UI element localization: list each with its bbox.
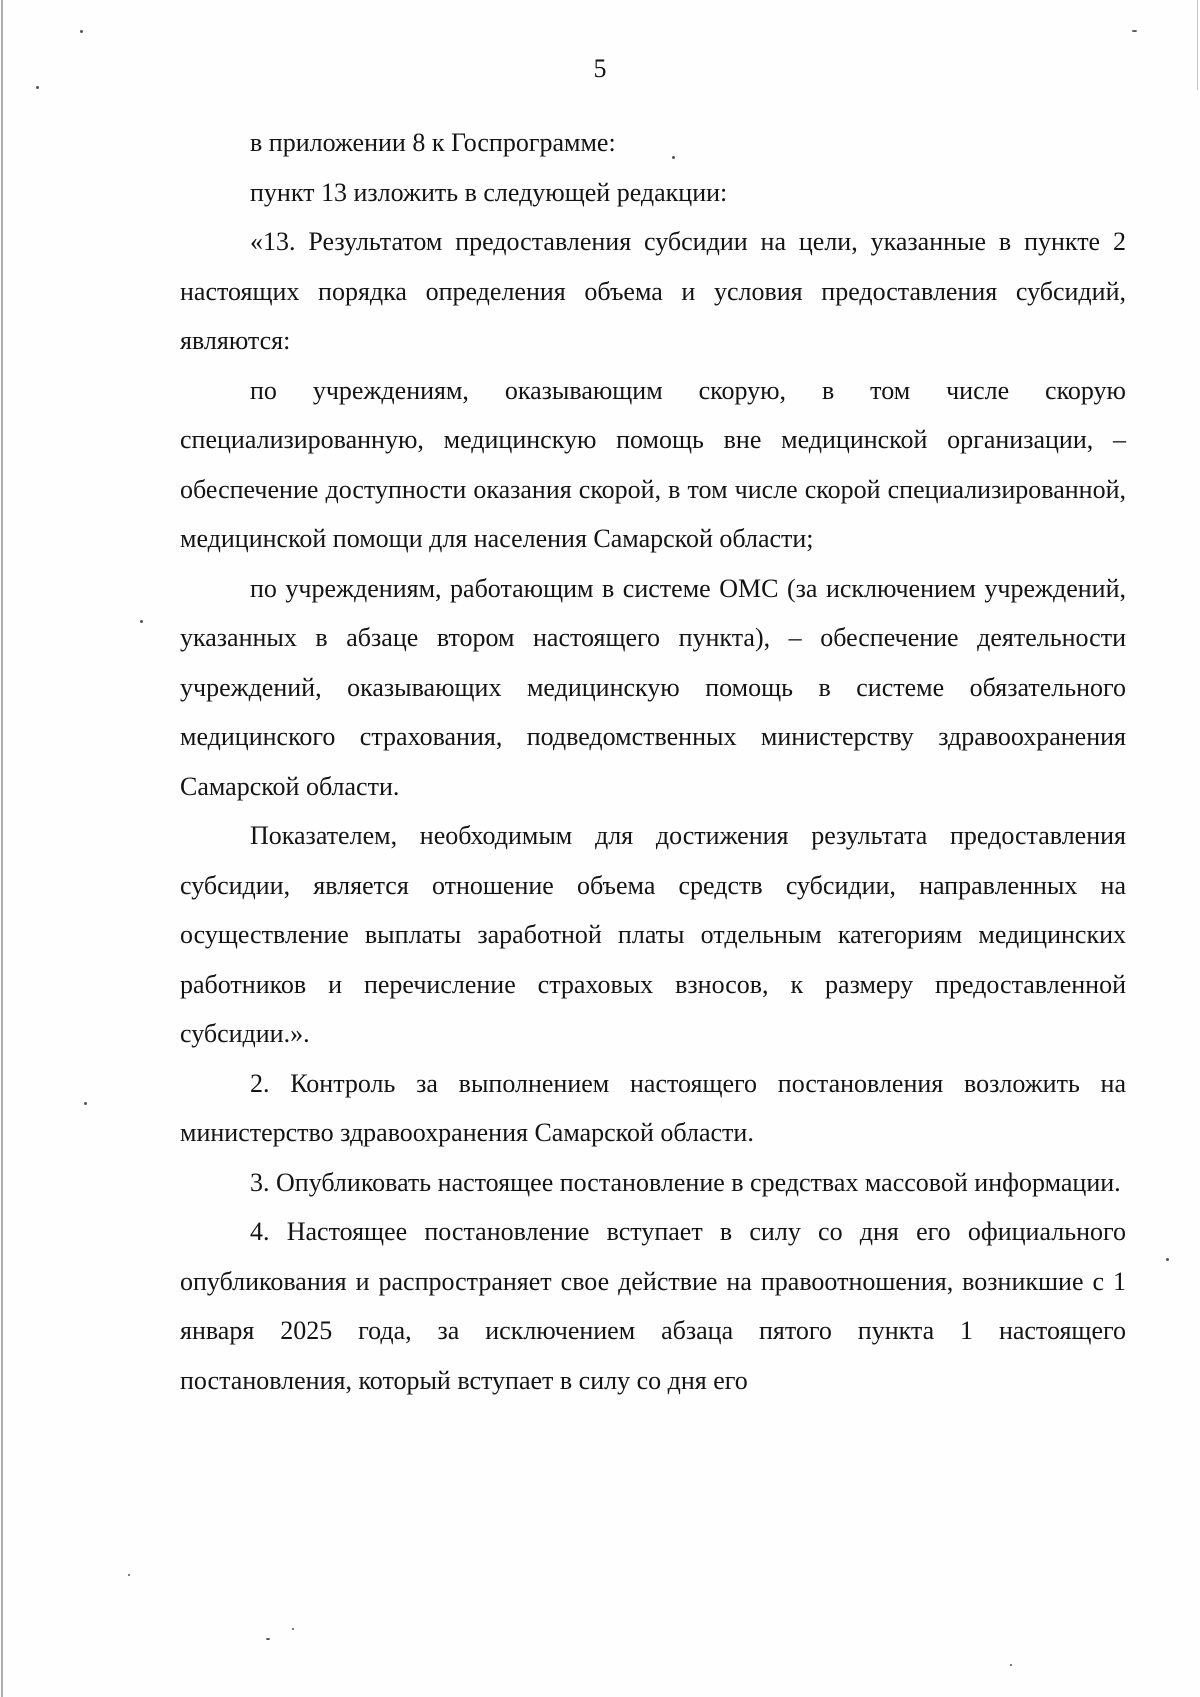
page-number: 5 bbox=[593, 54, 607, 83]
paragraph-oms-institutions: по учреждениям, работающим в системе ОМС (за исключением учреждений, указанных в абзаце втором настоящего пункта), – обеспечение деятельности учреждений, оказывающих медицинскую помощь в системе обязательного медицинского страхования, подведомственных министерству здравоохранения Самарской области. bbox=[180, 573, 1126, 801]
scan-speck bbox=[266, 1638, 270, 1640]
scan-speck bbox=[1166, 1258, 1169, 1261]
scan-speck bbox=[84, 1102, 87, 1105]
paragraph-appendix-ref: в приложении 8 к Госпрограмме: bbox=[250, 128, 616, 157]
paragraph-amendment-intro: пункт 13 изложить в следующей редакции: bbox=[250, 177, 728, 207]
scan-speck bbox=[1010, 1664, 1012, 1666]
scan-speck bbox=[292, 1628, 294, 1630]
scan-speck bbox=[128, 1574, 130, 1576]
paragraph-publish: 3. Опубликовать настоящее постановление в средствах массовой информации. bbox=[250, 1167, 1121, 1197]
scan-speck bbox=[1132, 30, 1137, 32]
scan-speck bbox=[672, 156, 675, 159]
scan-speck bbox=[36, 86, 39, 89]
scan-speck bbox=[80, 30, 83, 33]
paragraph-control: 2. Контроль за выполнением настоящего постановления возложить на министерство здравоохранения Самарской области. bbox=[180, 1068, 1126, 1147]
paragraph-ambulance-institutions: по учреждениям, оказывающим скорую, в том числе скорую специализированную, медицинскую помощь вне медицинской организации, – обеспечение доступности оказания скорой, в том числе скорой специализированной, медицинской помощи для населения Самарской области; bbox=[180, 375, 1126, 553]
document-body bbox=[180, 118, 1126, 1405]
paragraph-indicator: Показателем, необходимым для достижения результата предоставления субсидии, является отношение объема средств субсидии, направленных на осуществление выплаты заработной платы отдельным категориям медицинских работников и перечисление страховых взносов, к размеру предоставленной субсидии.». bbox=[180, 821, 1126, 1048]
paragraph-entry-into-force: 4. Настоящее постановление вступает в силу со дня его официального опубликования и распространяет свое действие на правоотношения, возникшие с 1 января 2025 года, за исключением абзаца пятого пункта 1 настоящего постановления, который вступает в силу со дня его bbox=[180, 1217, 1126, 1395]
paragraph-item-13: «13. Результатом предоставления субсидии на цели, указанные в пункте 2 настоящих порядка определения объема и условия предоставления субсидий, являются: bbox=[180, 227, 1126, 355]
scan-speck bbox=[140, 620, 143, 623]
scan-edge-left bbox=[1, 0, 3, 1697]
